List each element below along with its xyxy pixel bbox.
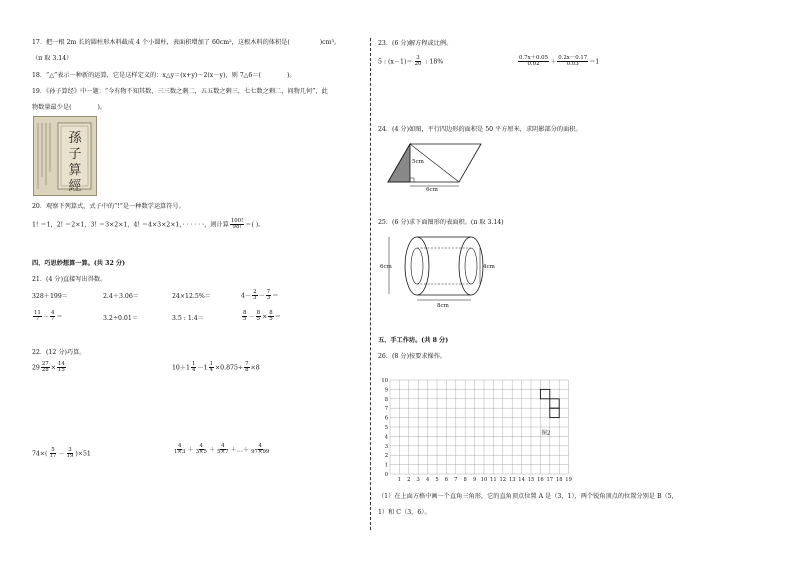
grid-x-label: 11 [490, 477, 497, 483]
question-18: 18．“△”表示一种新的运算，它是这样定义的：x△y＝(x+y)－2(x－y)，则 7△6＝( )。 [32, 72, 296, 79]
q23-eq-2: $\frac{0.7x+0.05}{0.02}$ ＋ $\frac{0.2x-0.17}{0.03}$ ＝1 [519, 55, 600, 68]
grid-y-label: 6 [384, 415, 388, 422]
q22-expr-3: 74×( $\frac{5}{17}$ － $\frac{3}{19}$ )×51 [32, 447, 91, 460]
figure-2-cell [550, 408, 559, 417]
grid-y-label: 1 [384, 462, 388, 469]
question-19-line2: 物数量最少是( )。 [32, 104, 107, 111]
grid-x-label: 19 [565, 477, 572, 483]
grid-x-label: 16 [537, 477, 544, 483]
left-outer-ellipse [405, 237, 429, 295]
grid-y-label: 8 [384, 396, 388, 403]
q22-expr-2: 10＋1 $\frac{1}{4}$ －1 $\frac{1}{4}$ ×0.875÷ $\frac{7}{8}$ ×8 [172, 361, 260, 374]
grid-x-label: 18 [555, 477, 563, 483]
grid-x-label: 12 [499, 477, 507, 483]
question-22-title: 22．(12 分)巧算。 [32, 349, 86, 356]
grid-y-label: 7 [384, 406, 388, 413]
grid-y-label: 5 [384, 425, 388, 431]
q22-expr-1: 29 $\frac{27}{28}$ × $\frac{14}{15}$ [32, 361, 65, 374]
grid-y-label: 10 [381, 378, 388, 384]
q21-item-4: 4－ $\frac{2}{3}$ － $\frac{7}{3}$ ＝ [241, 289, 279, 302]
height-label: 5cm [412, 159, 424, 165]
grid-x-label: 1 [397, 477, 402, 483]
grid-x-label: 15 [527, 477, 535, 483]
section-4-title: 四、巧思妙想算一算。(共 32 分) [32, 260, 126, 267]
figure-2-cell [540, 389, 549, 398]
column-divider [370, 38, 371, 530]
length-label: 8cm [437, 303, 449, 309]
question-20-line1: 20．观察下列算式，式子中的“!”是一种数学运算符号。 [32, 203, 185, 210]
grid-lines [390, 380, 569, 474]
q21-item-7: 3.5 : 1.4＝ [172, 315, 204, 322]
grid-x-label: 4 [425, 477, 430, 483]
grid-y-labels [381, 378, 388, 478]
right-inner-ellipse [465, 248, 477, 284]
grid-x-label: 8 [463, 477, 467, 483]
question-21-title: 21．(4 分)直接写出得数。 [32, 276, 107, 283]
figure-2-shape [540, 389, 559, 417]
question-26-title: 26．(8 分)按要求操作。 [378, 353, 447, 360]
grid-y-label: 2 [384, 453, 388, 460]
q21-item-5: $\frac{11}{7}$ － $\frac{4}{7}$ ＝ [34, 310, 63, 323]
right-outer-ellipse [459, 237, 483, 295]
grid-y-label: 9 [384, 387, 388, 394]
grid-x-label: 6 [444, 477, 449, 483]
grid-x-label: 10 [480, 477, 488, 483]
grid-x-label: 2 [407, 477, 411, 483]
question-20-line2: 1! ＝1，2! ＝2×1，3! ＝3×2×1，4! ＝4×3×2×1，· · · · · ·，则计算 $\frac{100!}{98!}$ ＝( )。 [32, 218, 265, 231]
right-angle-mark [410, 178, 414, 182]
q21-item-1: 328＋199＝ [32, 293, 68, 300]
question-19-line1: 19．《孙子算经》中一题：“今有物不知其数，三三数之剩二，五五数之剩三，七七数之剩二，问物几何”，此 [32, 88, 328, 95]
grid-x-label: 5 [435, 477, 439, 483]
book-image [33, 116, 97, 196]
question-17-note: （π 取 3.14） [32, 55, 73, 62]
coordinate-grid [378, 366, 578, 486]
parallelogram-figure [380, 140, 490, 192]
grid-x-labels [398, 477, 572, 483]
base-label: 6cm [426, 187, 438, 192]
figure-2-cell [550, 399, 559, 408]
inner-diameter-label: 4cm [483, 264, 495, 270]
grid-y-label: 4 [384, 434, 388, 441]
grid-x-label: 14 [518, 477, 525, 483]
grid-y-label: 3 [384, 443, 388, 450]
grid-x-label: 9 [472, 477, 477, 483]
grid-x-label: 13 [508, 477, 516, 483]
q21-item-2: 2.4＋3.06＝ [103, 293, 139, 300]
cylinder-height-label: 6cm [380, 264, 392, 270]
left-inner-ellipse [411, 248, 423, 284]
q21-item-8: $\frac{8}{5}$ － $\frac{8}{5}$ × $\frac{8}{5}$ ＝ [243, 310, 281, 323]
section-5-title: 五、手工作坊。(共 8 分) [378, 337, 449, 344]
grid-x-label: 3 [416, 477, 420, 483]
book-title: 孫子算經 [68, 131, 82, 194]
fraction-100-98: $\frac{100!}{98!}$ [230, 218, 244, 231]
figure-2-label: 图2 [541, 430, 551, 437]
question-17: 17．把一根 2m 长的圆柱形木料截成 4 个小圆柱，表面积增加了 60cm²，这根木料的体积是( )cm³。 [32, 39, 341, 46]
q26-part1-line1: （1）在上面方格中画一个直角三角形，它的直角顶点位置 A 是（3，1），两个锐角顶点的位置分别是 B（5， [378, 493, 678, 500]
grid-x-label: 17 [546, 477, 554, 483]
q21-item-3: 24×12.5%＝ [172, 293, 211, 300]
question-24-title: 24．(4 分)如图，平行四边形的面积是 50 平方厘米，求阴影部分的面积。 [378, 126, 582, 133]
question-25-title: 25．(6 分)求下面图形的表面积。(π 取 3.14) [378, 219, 504, 226]
cylinder-figure [380, 232, 500, 310]
q23-eq-1: 5 : (x－1)＝ $\frac{3}{20}$ : 18% [378, 55, 444, 68]
q26-part1-line2: 1）和 C（3，6）。 [378, 509, 431, 516]
question-23-title: 23．(6 分)解方程或比例。 [378, 40, 453, 47]
q22-expr-4: $\frac{4}{1\times 3}$ ＋ $\frac{4}{3\times 5}$ ＋ $\frac{4}{5\times 7}$ ＋…＋ $\frac{4}{97\times 99}$ [174, 443, 270, 456]
q21-item-6: 3.2÷0.01＝ [103, 315, 138, 322]
grid-x-label: 7 [454, 477, 458, 483]
shaded-triangle [388, 144, 410, 182]
grid-y-label: 0 [384, 472, 388, 478]
